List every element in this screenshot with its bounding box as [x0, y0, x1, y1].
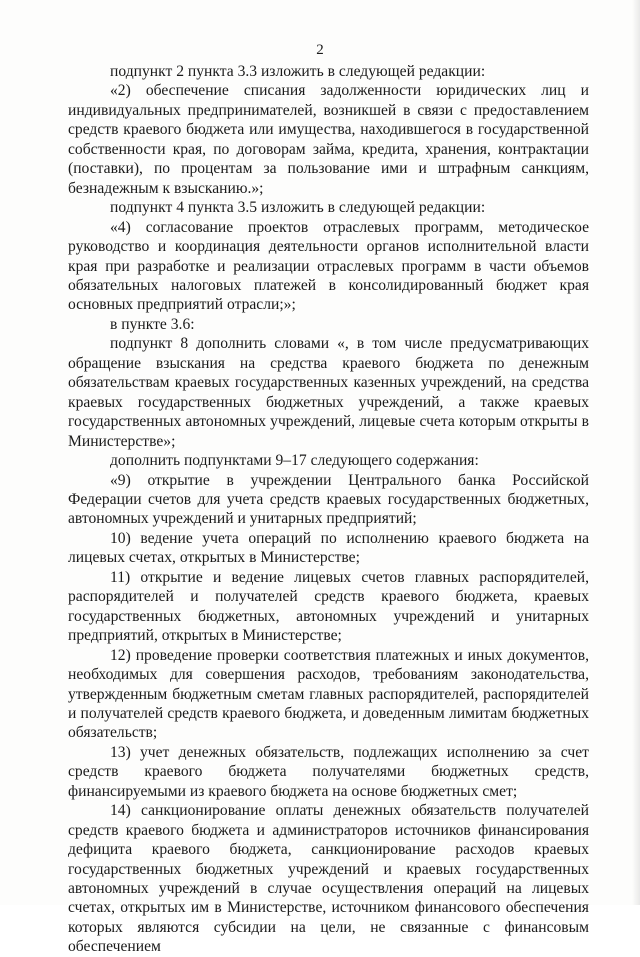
paragraph-amend-3-3: подпункт 2 пункта 3.3 изложить в следующей редакции:: [110, 63, 486, 80]
paragraph-item-9: «9) открытие в учреждении Центрального банка Российской Федерации счетов для учета средств краевых государственных бюджетных, автономных учреждений и унитарных предприятий;: [68, 471, 589, 528]
document-body: [68, 62, 589, 957]
paragraph-item-10: 10) ведение учета операций по исполнению краевого бюджета на лицевых счетах, открытых в Министерстве;: [68, 529, 589, 567]
page-edge-shadow: [632, 0, 640, 905]
page-number: 2: [316, 42, 324, 58]
paragraph-item-12: 12) проведение проверки соответствия платежных и иных документов, необходимых для совершения расходов, требованиям законодательства, утвержденным бюджетным сметам главных распорядителей, распорядителей и получателей средств краевого бюджета, и доведенным лимитам бюджетных обязательств;: [68, 646, 589, 742]
paragraph-section-3-6: в пункте 3.6:: [110, 315, 195, 333]
paragraph-item-2: «2) обеспечение списания задолженности юридических лиц и индивидуальных предпринимателей, возникшей в связи с предоставлением средств краевого бюджета или имущества, находившегося в государственной собственности края, по договорам займа, кредита, хранения, контрактации (поставки), по процентам за пользование ими и штрафным санкциям, безнадежным к взысканию.»;: [68, 82, 589, 197]
paragraph-item-4: «4) согласование проектов отраслевых программ, методическое руководство и координация деятельности органов исполнительной власти края при разработке и реализации отраслевых программ в части объемов обязательных налоговых платежей в консолидированный бюджет края основных предприятий отрасли;»;: [68, 218, 589, 314]
paragraph-item-13: 13) учет денежных обязательств, подлежащих исполнению за счет средств краевого бюджета получателями бюджетных средств, финансируемыми из краевого бюджета на основе бюджетных смет;: [68, 743, 589, 800]
paragraph-amend-3-5: подпункт 4 пункта 3.5 изложить в следующей редакции:: [110, 199, 486, 217]
paragraph-item-11: 11) открытие и ведение лицевых счетов главных распорядителей, распорядителей и получателей средств краевого бюджета, краевых государственных бюджетных, автономных учреждений и унитарных предприятий, открытых в Министерстве;: [68, 568, 589, 645]
paragraph-item-14: 14) санкционирование оплаты денежных обязательств получателей средств краевого бюджета и администраторов источников финансирования дефицита краевого бюджета, санкционирование расходов краевых государственных бюджетных учреждений и краевых государственных автономных учреждений в случае осуществления операций на лицевых счетах, открытых им в Министерстве, источником финансового обеспечения которых являются субсидии на цели, не связанные с финансовым обеспечением: [68, 802, 589, 956]
paragraph-item-8: подпункт 8 дополнить словами «, в том числе предусматривающих обращение взыскания на средства краевого бюджета по денежным обязательствам краевых государственных казенных учреждений, на средства краевых государственных бюджетных учреждений, а также краевых государственных автономных учреждений, лицевые счета которым открыты в Министерстве»;: [68, 335, 589, 450]
paragraph-add-items-9-17: дополнить подпунктами 9–17 следующего содержания:: [110, 452, 479, 470]
